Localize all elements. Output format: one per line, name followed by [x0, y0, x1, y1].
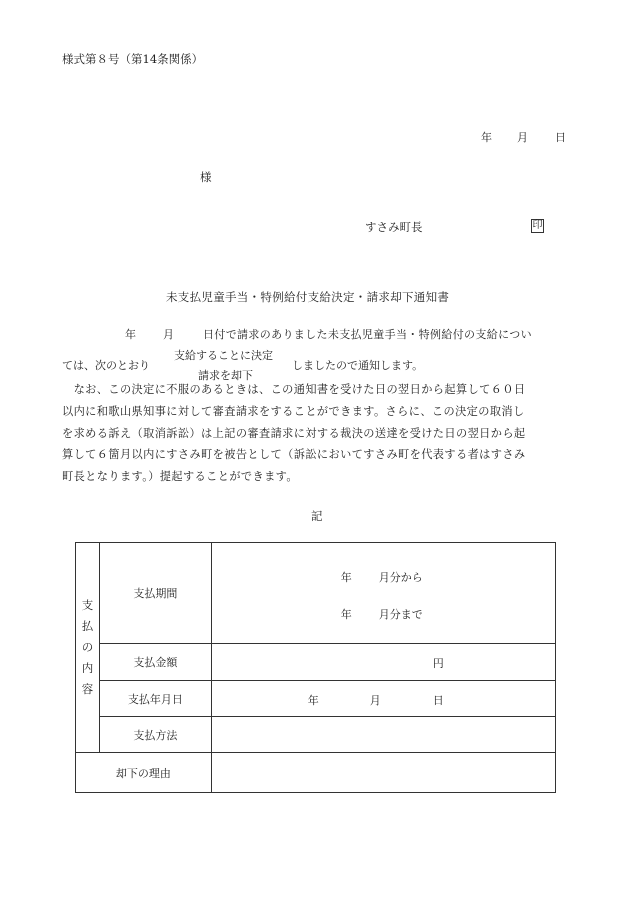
choice-approve: 支給することに決定 — [174, 349, 273, 362]
reject-reason-label: 却下の理由 — [76, 753, 212, 793]
method-value — [211, 717, 555, 753]
issuer-name: すさみ町長 — [365, 220, 423, 234]
ki-heading: 記 — [311, 509, 323, 523]
body-line2-suffix: しましたので通知します。 — [292, 359, 424, 372]
seal-mark: 印 — [532, 220, 543, 231]
amount-label: 支払金額 — [99, 644, 211, 681]
document-title: 未支払児童手当・特例給付支給決定・請求却下通知書 — [166, 290, 450, 304]
amount-unit: 円 — [432, 657, 444, 670]
date-month: 月 — [517, 131, 528, 144]
period-from-year: 年 — [340, 571, 352, 584]
p2-line-2: 以内に和歌山県知事に対して審査請求をすることができます。さらに、この決定の取消し — [62, 404, 525, 418]
payment-content-group-cell — [76, 543, 100, 753]
paydate-day: 日 — [432, 694, 444, 707]
addressee-honorific: 様 — [200, 170, 212, 184]
form-number: 様式第８号（第14条関係） — [62, 52, 204, 66]
period-value — [211, 543, 555, 644]
body-line2-prefix: ては、次のとおり — [62, 359, 150, 372]
period-from-month: 月分から — [378, 571, 423, 584]
payment-content-group-label: 支 払 の 内 容 — [81, 598, 94, 696]
date-day: 日 — [555, 131, 566, 144]
choice-reject: 請求を却下 — [198, 369, 253, 382]
payment-details-table — [75, 542, 556, 793]
body-paragraph-2 — [62, 379, 572, 488]
period-to-year: 年 — [340, 608, 352, 621]
body-month: 月 — [163, 328, 174, 341]
paydate-year: 年 — [307, 694, 319, 707]
p2-line-5: 町長となります。）提起することができます。 — [62, 470, 298, 484]
date-year: 年 — [481, 131, 492, 144]
reject-reason-value — [211, 753, 555, 793]
period-label: 支払期間 — [99, 543, 211, 644]
amount-value — [211, 644, 555, 681]
p2-line-4: 算して６箇月以内にすさみ町を被告として（訴訟においてすさみ町を代表する者はすさみ — [62, 448, 526, 462]
paydate-label: 支払年月日 — [99, 681, 211, 717]
method-label: 支払方法 — [99, 717, 211, 753]
paydate-month: 月 — [369, 694, 381, 707]
p2-line-1: なお、この決定に不服のあるときは、この通知書を受けた日の翌日から起算して６０日 — [62, 383, 526, 396]
paydate-value — [211, 681, 555, 717]
period-to-month: 月分まで — [378, 608, 423, 621]
body-year: 年 — [125, 328, 136, 341]
body-line1-rest: 日付で請求のありました未支払児童手当・特例給付の支給につい — [203, 328, 532, 341]
p2-line-3: を求める訴え（取消訴訟）は上記の審査請求に対する裁決の送達を受けた日の翌日から起 — [62, 426, 526, 440]
